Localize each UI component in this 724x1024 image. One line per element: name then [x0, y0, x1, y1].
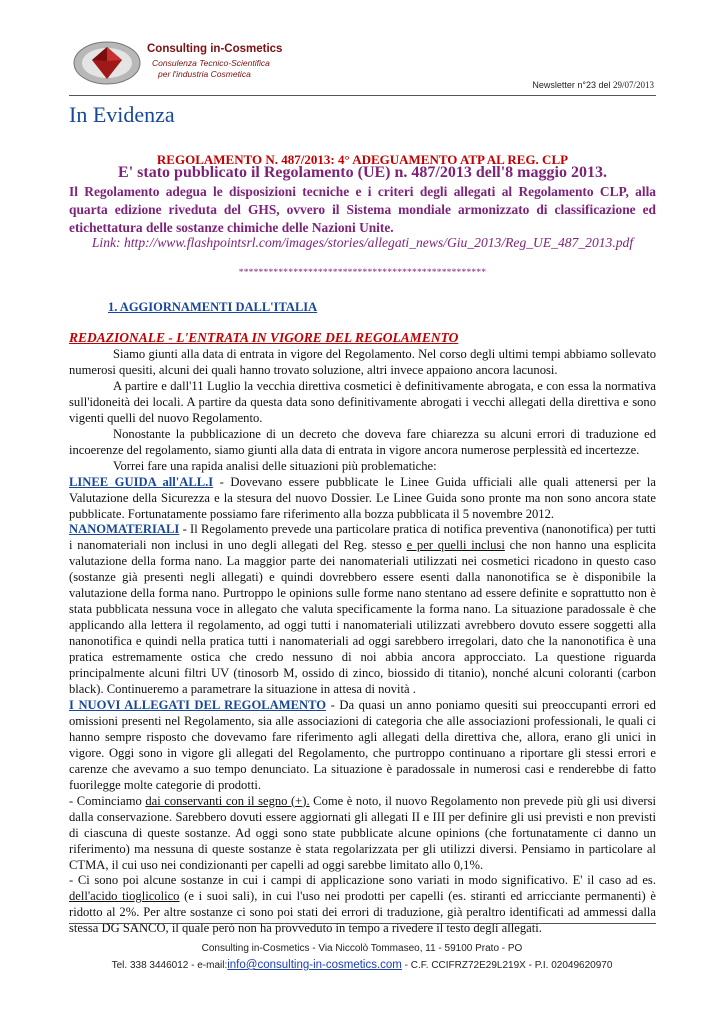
newsletter-date: 29/07/2013 — [612, 80, 654, 90]
footer-address: Consulting in-Cosmetics - Via Niccolò Tommaseo, 11 - 59100 Prato - PO — [201, 943, 523, 954]
linee-guida-heading: LINEE GUIDA all'ALL.I — [69, 474, 214, 489]
highlight-title: REGOLAMENTO N. 487/2013: 4° ADEGUAMENTO ATP AL REG. CLP — [156, 152, 569, 167]
company-logo — [72, 40, 142, 86]
conservanti-prefix: - Cominciamo — [69, 793, 146, 808]
tioglicolico-underlined: dell'acido tioglicolico — [69, 889, 180, 904]
section-heading: 1. AGGIORNAMENTI DALL'ITALIA — [108, 300, 318, 314]
tagline-line2: per l'industria Cosmetica — [158, 69, 251, 79]
nanomateriali-heading: NANOMATERIALI — [69, 522, 180, 537]
newsletter-label: Newsletter n°23 del — [532, 80, 611, 90]
footer-tel: Tel. 338 3446012 - e-mail: — [111, 960, 228, 971]
highlight-subtitle: E' stato pubblicato il Regolamento (UE) n. 487/2013 dell'8 maggio 2013. — [118, 164, 607, 181]
brand-name: Consulting in-Cosmetics — [147, 43, 283, 55]
conservanti-text: Come è noto, il nuovo Regolamento non prevede più gli usi diversi dalla conservazione. Sarebbero dovuti essere aggiornati gli allegati II e III per definire gli usi previsti e non previsti di ciascuna di queste sostanze. Ad oggi sono state pubblicate alcune opinions (che fortunatamente ci danno un riferimento) ma nessuna di queste sostanze è stata regolarizzata per gli utilizzi diversi. Pensiamo in particolare al CTMA, il cui uso nei condizionanti per capelli ad oggi sarebbe limitato allo 0,1%. — [69, 793, 656, 872]
header-divider — [69, 95, 656, 96]
tioglicolico-paragraph — [69, 873, 656, 937]
footer-contacts — [0, 959, 724, 971]
nanomateriali-paragraph — [69, 522, 656, 697]
article-body — [69, 347, 656, 937]
paragraph-3: Nonostante la pubblicazione di un decreto che doveva fare chiarezza su alcuni errori di traduzione ed incoerenze del regolamento, siamo giunti alla data di entrata in vigore ancora numerose perplessità ed incertezze. — [69, 426, 656, 457]
page-title: In Evidenza — [69, 102, 175, 127]
allegati-paragraph — [69, 698, 656, 794]
separator-stars: ************************************************** — [238, 268, 487, 278]
paragraph-1: Siamo giunti alla data di entrata in vigore del Regolamento. Nel corso degli ultimi tempi abbiamo sollevato numerosi quesiti, alcuni dei quali hanno trovato soluzione, altri invece appaiono ancora lacunosi. — [69, 347, 656, 377]
paragraph-2: A partire e dall'11 Luglio la vecchia direttiva cosmetici è definitivamente abrogata, e con essa la normativa sull'idoneità dei locali. A partire da questa data sono definitivamente abrogati i vecchi allegati della direttiva e sono vigenti quelli del nuovo Regolamento. — [69, 378, 656, 425]
paragraph-4: Vorrei fare una rapida analisi delle situazioni più problematiche: — [113, 458, 437, 473]
linee-guida-paragraph — [69, 475, 656, 523]
footer-email-link[interactable]: info@consulting-in-cosmetics.com — [227, 959, 402, 971]
conservanti-paragraph — [69, 794, 656, 874]
newsletter-number — [532, 80, 654, 90]
tioglicolico-prefix: - Ci sono poi alcune sostanze in cui i campi di applicazione sono variati in modo significativo. E' il caso ad es. — [69, 873, 656, 888]
tioglicolico-text: (e i suoi sali), in cui l'uso nei prodotti per capelli (es. stiranti ed arricciante permanenti) è ridotto al 2%. Per altre sostanze ci sono poi stati dei errori di traduzione, già peraltro identificati ad ammessi dalla stessa DG SANCO, il quale però non ha provveduto in tempo a rivedere il testo degli allegati. — [69, 889, 656, 936]
allegati-heading: I NUOVI ALLEGATI DEL REGOLAMENTO — [69, 697, 327, 712]
nanomateriali-text-1: - Il Regolamento prevede una particolare pratica di notifica preventiva (nanonotifica) per tutti i nanomateriali non inclusi in uno degli allegati del Reg. stesso — [69, 522, 656, 553]
conservanti-underlined: dai conservanti con il segno (+). — [145, 793, 310, 808]
nanomateriali-text-2: che non hanno una esplicita valutazione della forma nano. La maggior parte dei nanomateriali utilizzati nei cosmetici ricadono in questo caso (sostanze già presenti negli allegati) e quindi dovrebbero essere esenti dalla nanonotifica se è disponibile la valutazione della forma nano. Purtroppo le opinions sulle forme nano stentano ad essere definite e soprattutto non è stata pubblicata nessuna voce in allegato che valuta specificamente la forma nano. La situazione paradossale è che applicando alla lettera il regolamento, ad oggi tutti i nanomateriali utilizzati avrebbero dovuto essere soggetti alla nanonotifica e quindi nella pratica tutti i nanomateriali ad oggi sarebbero irregolari, dato che la nanonotifica è una pratica estremamente ostica che credo nessuno di noi abbia ancora approcciato. La questione riguarda principalmente alcuni filtri UV (tinosorb M, ossido di zinco, biossido di titanio), nonché alcuni coloranti (carbon black). Continueremo a parametrare la situazione in attesa di novità . — [69, 538, 656, 697]
highlight-paragraph: Il Regolamento adegua le disposizioni tecniche e i criteri degli allegati al Regolamento CLP, alla quarta edizione riveduta del GHS, ovvero il Sistema mondiale armonizzato di classificazione ed etichettatura delle sostanze chimiche delle Nazioni Unite. — [69, 184, 656, 235]
nanomateriali-underlined: e per quelli inclusi — [406, 538, 505, 553]
tagline-line1: Consulenza Tecnico-Scientifica — [152, 58, 270, 68]
footer-divider — [69, 923, 656, 924]
footer-fiscal: - C.F. CCIFRZ72E29L219X - P.I. 02049620970 — [401, 960, 613, 971]
linee-guida-text: - Dovevano essere pubblicate le Linee Guida ufficiali alle quali attenersi per la Valutazione della Sicurezza e la stesura del nuovo Dossier. Le Linee Guida sono pronte ma non sono ancora state pubblicate. Fortunatamente possiamo fare riferimento alla bozza pubblicata il 5 novembre 2012. — [69, 474, 656, 521]
article-title: REDAZIONALE - L'ENTRATA IN VIGORE DEL REGOLAMENTO — [69, 330, 459, 345]
highlight-link[interactable]: Link: http://www.flashpointsrl.com/images/stories/allegati_news/Giu_2013/Reg_UE_487_2013.pdf — [91, 235, 634, 250]
allegati-text: - Da quasi un anno poniamo quesiti sui preoccupanti errori ed omissioni presenti nel Regolamento, sia alle associazioni di categoria che alle associazioni professionali, le quali ci hanno sempre risposto che dovevamo fare riferimento agli allegati della direttiva che, allora, erano gli unici in vigore. Oggi sono in vigore gli allegati del Regolamento, che purtroppo continuano a riportare gli stessi errori e carenze che avevamo a suo tempo denunciato. La situazione è paradossale in numerosi casi e renderebbe di fatto fuorilegge molte categorie di prodotti. — [69, 697, 656, 792]
